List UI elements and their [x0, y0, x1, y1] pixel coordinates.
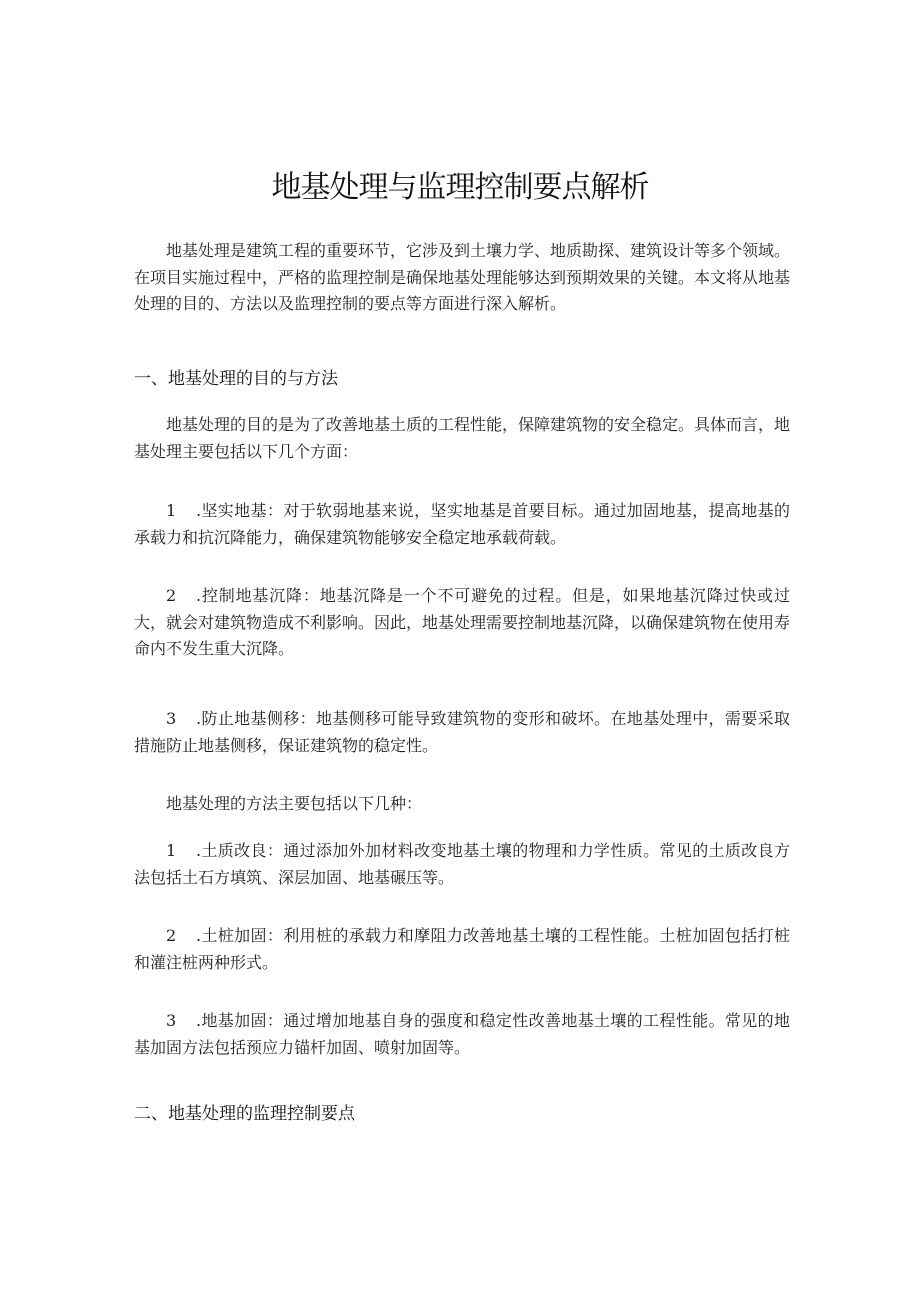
purpose-item-3-text: .防止地基侧移：地基侧移可能导致建筑物的变形和破坏。在地基处理中，需要采取措施防止地基侧移，保证建筑物的稳定性。: [134, 709, 790, 755]
intro-paragraph: 地基处理是建筑工程的重要环节，它涉及到土壤力学、地质勘探、建筑设计等多个领域。在项目实施过程中，严格的监理控制是确保地基处理能够达到预期效果的关键。本文将从地基处理的目的、方法以及监理控制的要点等方面进行深入解析。: [134, 241, 791, 313]
purpose-item-2-text: .控制地基沉降：地基沉降是一个不可避免的过程。但是，如果地基沉降过快或过大，就会对建筑物造成不利影响。因此，地基处理需要控制地基沉降，以确保建筑物在使用寿命内不发生重大沉降。: [134, 586, 791, 658]
purpose-item-1: [134, 498, 790, 551]
method-item-1: [134, 838, 790, 891]
method-item-2: [134, 923, 790, 976]
document-title: 地基处理与监理控制要点解析: [271, 170, 649, 205]
method-item-3-number: 3: [166, 1011, 177, 1030]
purpose-item-3-number: 3: [166, 709, 177, 728]
purpose-intro-paragraph: 地基处理的目的是为了改善地基土质的工程性能，保障建筑物的安全稳定。具体而言，地基处理主要包括以下几个方面：: [134, 415, 791, 461]
method-item-2-text: .土桩加固：利用桩的承载力和摩阻力改善地基土壤的工程性能。土桩加固包括打桩和灌注桩两种形式。: [134, 926, 790, 972]
method-item-1-number: 1: [166, 841, 177, 860]
purpose-item-2: [134, 583, 790, 663]
method-item-2-number: 2: [166, 926, 177, 945]
purpose-item-2-number: 2: [166, 586, 177, 605]
method-item-3: [134, 1008, 790, 1061]
purpose-item-1-text: .坚实地基：对于软弱地基来说，坚实地基是首要目标。通过加固地基，提高地基的承载力和抗沉降能力，确保建筑物能够安全稳定地承载荷载。: [134, 501, 790, 547]
method-item-3-text: .地基加固：通过增加地基自身的强度和稳定性改善地基土壤的工程性能。常见的地基加固方法包括预应力锚杆加固、喷射加固等。: [134, 1011, 790, 1057]
purpose-item-1-number: 1: [166, 501, 177, 520]
section-2-heading: 二、地基处理的监理控制要点: [134, 1104, 355, 1124]
methods-intro-paragraph: 地基处理的方法主要包括以下几种：: [166, 794, 423, 813]
section-1-heading: 一、地基处理的目的与方法: [134, 369, 338, 389]
method-item-1-text: .土质改良：通过添加外加材料改变地基土壤的物理和力学性质。常见的土质改良方法包括土石方填筑、深层加固、地基碾压等。: [134, 841, 790, 887]
purpose-item-3: [134, 706, 790, 759]
